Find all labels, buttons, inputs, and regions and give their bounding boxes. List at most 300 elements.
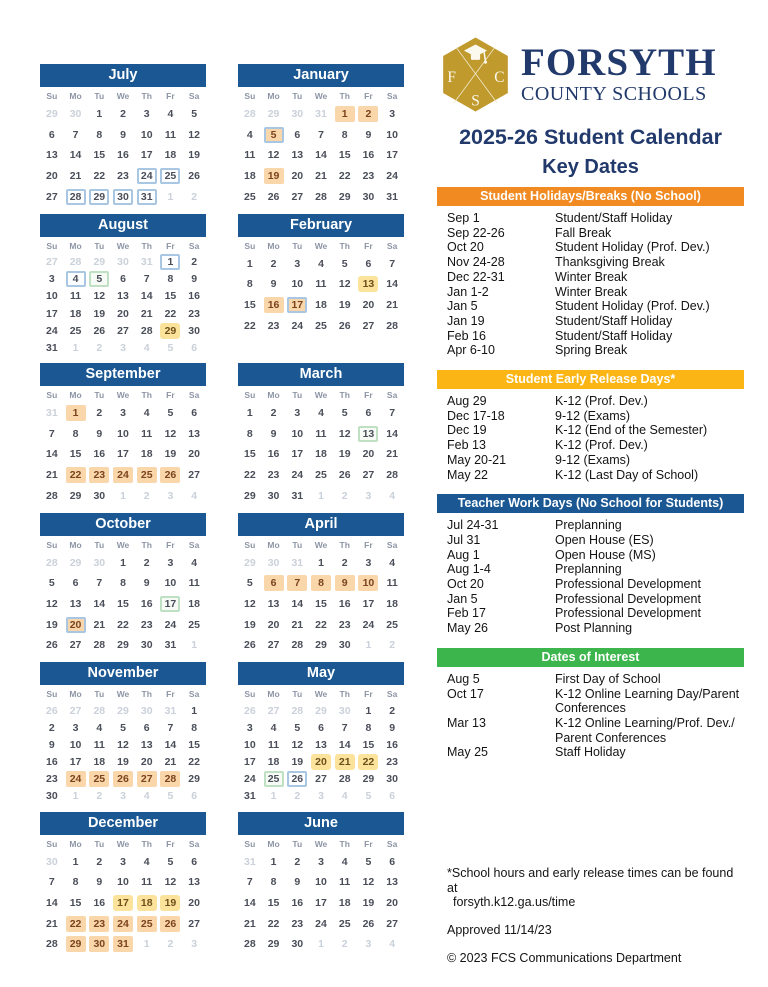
day-cell [111,702,135,719]
day-number: 14 [338,738,351,751]
entry-date: Jul 24-31 [447,518,499,533]
day-number: 4 [167,108,174,121]
day-cell [135,166,159,187]
weekday-label: Th [339,689,350,699]
day-number: 3 [294,407,301,420]
month-days [238,403,404,506]
day-cell [87,424,111,445]
entry-date: Jan 19 [447,313,485,328]
weekday-label: We [116,539,130,550]
day-number: 22 [244,469,256,482]
day-number: 27 [386,917,398,930]
day-cell [357,553,381,574]
weekday-label: Th [339,91,350,101]
day-cell [159,339,183,356]
entry-date: Dec 17-18 [447,408,505,423]
key-date-entry [447,423,744,438]
day-number: 16 [267,448,280,461]
day-number: 19 [338,298,351,311]
entry-date: May 26 [447,621,488,636]
weekday-label: We [314,91,328,101]
day-cell [64,186,88,207]
weekday-label: Mo [267,390,280,400]
day-number: 25 [315,469,327,482]
day-cell [40,893,64,914]
day-number: 14 [140,290,153,303]
day-cell [64,254,88,271]
day-number: 28 [291,639,304,652]
day-number: 30 [188,324,200,337]
day-number: 26 [160,916,180,932]
weekday-label: Th [141,689,152,699]
day-cell [182,305,206,322]
day-number: 3 [72,721,79,734]
section-banner: Dates of Interest [437,648,744,667]
day-cell [64,424,88,445]
entry-date: May 22 [447,467,488,482]
day-number: 24 [164,618,177,631]
weekday-label: Th [141,240,152,251]
day-cell [64,852,88,873]
section-banner: Student Holidays/Breaks (No School) [437,187,744,206]
entry-description: Student/Staff Holiday [555,328,673,343]
weekday-label: Tu [94,91,105,101]
day-number: 22 [244,319,256,332]
month-days [40,553,206,656]
day-number: 24 [315,917,327,930]
day-number: 15 [164,290,177,303]
day-cell [87,614,111,635]
day-number: 15 [93,149,106,162]
day-cell [380,594,404,615]
entry-description: Open House (ES) [555,532,654,547]
weekday-label: Tu [94,838,105,849]
day-cell [333,145,357,166]
day-cell [238,573,262,594]
entry-date: Aug 29 [447,394,487,409]
day-cell [135,444,159,465]
day-cell [238,125,262,146]
day-number: 4 [143,407,150,420]
day-cell [87,635,111,656]
day-cell [182,145,206,166]
month-title: January [238,64,404,87]
day-cell [357,403,381,424]
day-number: 24 [386,170,398,183]
day-cell [182,125,206,146]
day-number: 11 [188,577,200,590]
day-cell [111,465,135,486]
month-title: November [40,662,206,685]
day-number: 18 [93,756,106,769]
day-cell [159,736,183,753]
day-cell [238,485,262,506]
day-cell [111,934,135,955]
day-number: 20 [188,896,200,909]
day-cell [380,788,404,805]
brand-name: FORSYTH [521,40,717,84]
entry-date: Dec 22-31 [447,269,505,284]
entry-date: Jan 5 [447,591,478,606]
section-entries [437,389,744,486]
day-number: 5 [167,790,174,803]
day-number: 16 [117,149,129,162]
day-number: 23 [117,170,129,183]
day-number: 28 [93,639,106,652]
day-cell [309,104,333,125]
day-cell [135,288,159,305]
day-cell [333,125,357,146]
day-cell [262,145,286,166]
day-number: 13 [386,876,398,889]
day-number: 27 [315,773,327,786]
day-cell [182,104,206,125]
day-number: 4 [318,407,324,420]
day-cell [87,254,111,271]
day-cell [309,788,333,805]
day-number: 11 [268,738,280,751]
day-number: 12 [46,597,58,610]
day-cell [285,403,309,424]
day-cell [238,444,262,465]
day-cell [262,485,286,506]
day-number: 1 [120,556,126,569]
weekday-label: Su [46,689,58,699]
day-cell [182,465,206,486]
day-cell [182,635,206,656]
day-number: 29 [69,489,82,502]
day-number: 11 [141,427,153,440]
day-cell [357,719,381,736]
day-number: 22 [315,618,327,631]
month-title: July [40,64,206,87]
day-number: 29 [89,189,109,205]
day-cell [380,934,404,955]
footnote-line2: forsyth.k12.ga.us/time [453,895,576,909]
day-cell [333,788,357,805]
day-cell [285,635,309,656]
day-cell [309,274,333,295]
entry-description: K-12 (Last Day of School) [555,467,699,482]
day-number: 2 [143,489,150,502]
day-cell [111,594,135,615]
day-number: 11 [70,290,82,303]
day-number: 7 [318,128,324,141]
day-number: 21 [93,618,106,631]
day-number: 31 [315,108,327,121]
day-cell [159,913,183,934]
key-date-entry [447,255,744,270]
day-cell [40,186,64,207]
day-cell [182,736,206,753]
weekday-label: Th [339,390,350,400]
day-cell [87,719,111,736]
key-date-entry [447,299,744,314]
day-cell [380,145,404,166]
day-cell [87,788,111,805]
day-number: 22 [117,618,129,631]
day-number: 11 [339,876,351,889]
day-cell [64,913,88,934]
entry-description: Thanksgiving Break [555,255,665,270]
day-cell [182,771,206,788]
key-date-entry [447,409,744,424]
day-cell [111,553,135,574]
day-number: 31 [244,855,256,868]
entry-date: Aug 1 [447,547,480,562]
day-number: 6 [72,577,79,590]
day-number: 21 [291,618,304,631]
day-number: 30 [338,639,351,652]
day-cell [40,913,64,934]
weekday-label: Su [244,838,256,849]
day-number: 2 [389,704,396,717]
day-number: 18 [386,597,398,610]
day-number: 22 [338,170,351,183]
day-cell [238,186,262,207]
day-cell [309,485,333,506]
day-number: 17 [315,896,327,909]
day-cell [238,614,262,635]
weekday-label: Sa [386,240,398,251]
day-number: 13 [140,738,153,751]
day-number: 1 [66,405,86,421]
day-cell [40,553,64,574]
day-number: 27 [267,639,280,652]
day-number: 24 [46,324,58,337]
day-cell [111,424,135,445]
day-number: 9 [120,128,126,141]
day-number: 1 [167,190,174,203]
day-cell [380,166,404,187]
day-cell [159,424,183,445]
day-number: 19 [164,448,177,461]
weekday-label: Th [141,390,152,400]
weekday-label: Fr [364,838,373,849]
day-number: 25 [338,917,351,930]
day-number: 23 [291,917,304,930]
day-number: 23 [338,618,351,631]
day-cell [357,295,381,316]
day-number: 1 [318,556,324,569]
day-cell [135,485,159,506]
weekday-label: Tu [94,390,105,400]
day-number: 15 [244,448,256,461]
day-cell [182,403,206,424]
day-number: 17 [160,596,180,612]
entry-description: K-12 Online Learning Day/Parent Conferences [555,686,740,716]
day-cell [40,573,64,594]
day-number: 20 [362,448,375,461]
day-number: 1 [72,855,79,868]
day-number: 15 [267,896,280,909]
day-number: 7 [72,128,79,141]
day-number: 7 [48,876,55,889]
day-number: 5 [48,577,55,590]
day-cell [357,893,381,914]
day-number: 1 [96,108,103,121]
day-number: 8 [167,273,174,286]
day-cell [111,403,135,424]
day-number: 1 [120,489,126,502]
weekday-label: We [314,689,328,699]
section-banner: Teacher Work Days (No School for Students) [437,494,744,513]
day-cell [135,893,159,914]
entry-description: Fall Break [555,225,612,240]
day-number: 25 [137,916,157,932]
month-calendar-july [40,64,206,207]
weekday-label: We [314,539,328,550]
day-cell [309,336,333,357]
day-cell [111,852,135,873]
day-cell [357,753,381,770]
day-number: 6 [191,407,198,420]
day-number: 10 [117,876,129,889]
entry-description: Professional Development [555,591,701,606]
day-cell [87,736,111,753]
day-cell [238,635,262,656]
day-number: 1 [318,938,324,951]
day-number: 12 [164,427,177,440]
day-number: 19 [291,756,304,769]
day-cell [357,166,381,187]
day-number: 25 [137,467,157,483]
day-cell [135,339,159,356]
day-number: 21 [46,917,58,930]
day-cell [64,145,88,166]
weekday-label: Fr [364,390,373,400]
day-number: 23 [89,467,109,483]
day-number: 13 [69,597,82,610]
day-cell [238,893,262,914]
weekday-header-row [40,839,206,850]
day-cell [238,145,262,166]
day-cell [87,166,111,187]
day-number: 2 [143,556,150,569]
entry-description: Winter Break [555,284,628,299]
entry-date: Oct 17 [447,686,484,701]
day-cell [64,104,88,125]
day-number: 3 [294,257,301,270]
key-date-entry [447,606,744,621]
day-cell [111,913,135,934]
day-cell [238,913,262,934]
day-number: 10 [386,128,398,141]
day-cell [135,186,159,207]
logo-letter-c: C [494,69,505,87]
day-cell [159,485,183,506]
day-cell [262,702,286,719]
weekday-label: We [116,689,130,699]
day-cell [262,274,286,295]
entry-description: Professional Development [555,577,701,592]
weekday-label: Fr [166,539,175,550]
day-cell [64,573,88,594]
day-cell [357,594,381,615]
day-number: 8 [96,128,103,141]
day-number: 12 [188,128,200,141]
day-number: 26 [338,319,351,332]
day-number: 6 [191,855,198,868]
month-days [40,403,206,506]
weekday-label: Tu [94,240,105,251]
brand-header [437,36,744,113]
day-number: 9 [335,575,355,591]
day-number: 27 [69,704,82,717]
day-number: 5 [167,407,174,420]
entry-date: Dec 19 [447,423,487,438]
day-cell [40,788,64,805]
day-cell [87,403,111,424]
day-cell [357,424,381,445]
entry-description: Spring Break [555,343,628,358]
day-number: 28 [93,704,106,717]
day-cell [182,288,206,305]
day-number: 13 [46,149,58,162]
day-number: 19 [46,618,58,631]
day-cell [182,753,206,770]
weekday-label: We [116,91,130,101]
key-date-entry [447,343,744,358]
day-number: 17 [386,149,398,162]
weekday-label: Th [141,91,152,101]
day-cell [262,336,286,357]
day-cell [64,893,88,914]
day-cell [159,166,183,187]
day-cell [380,913,404,934]
day-cell [159,893,183,914]
entry-date: Aug 5 [447,671,480,686]
day-cell [285,104,309,125]
day-cell [333,913,357,934]
day-number: 13 [117,290,129,303]
day-cell [64,125,88,146]
day-number: 28 [66,189,86,205]
day-cell [40,339,64,356]
calendar-grid [40,64,404,961]
day-cell [238,594,262,615]
day-number: 22 [188,756,200,769]
day-number: 3 [365,938,372,951]
day-number: 20 [311,754,331,770]
entry-description: Staff Holiday [555,745,626,760]
day-number: 21 [164,756,177,769]
day-cell [357,485,381,506]
day-number: 4 [191,556,198,569]
day-number: 5 [365,790,372,803]
key-date-entry [447,270,744,285]
day-number: 11 [315,278,327,291]
weekday-label: Th [339,838,350,849]
day-cell [135,771,159,788]
day-number: 1 [270,790,277,803]
day-number: 12 [117,738,129,751]
day-cell [380,635,404,656]
day-number: 3 [120,790,126,803]
key-date-entry [447,226,744,241]
day-number: 8 [120,577,126,590]
day-cell [357,934,381,955]
key-dates-sections [437,187,744,764]
weekday-label: Su [244,539,256,550]
day-number: 6 [191,341,198,354]
day-cell [357,736,381,753]
day-number: 26 [46,704,58,717]
day-cell [159,614,183,635]
entry-date: Feb 17 [447,606,486,621]
entry-date: Oct 20 [447,577,484,592]
day-cell [285,125,309,146]
